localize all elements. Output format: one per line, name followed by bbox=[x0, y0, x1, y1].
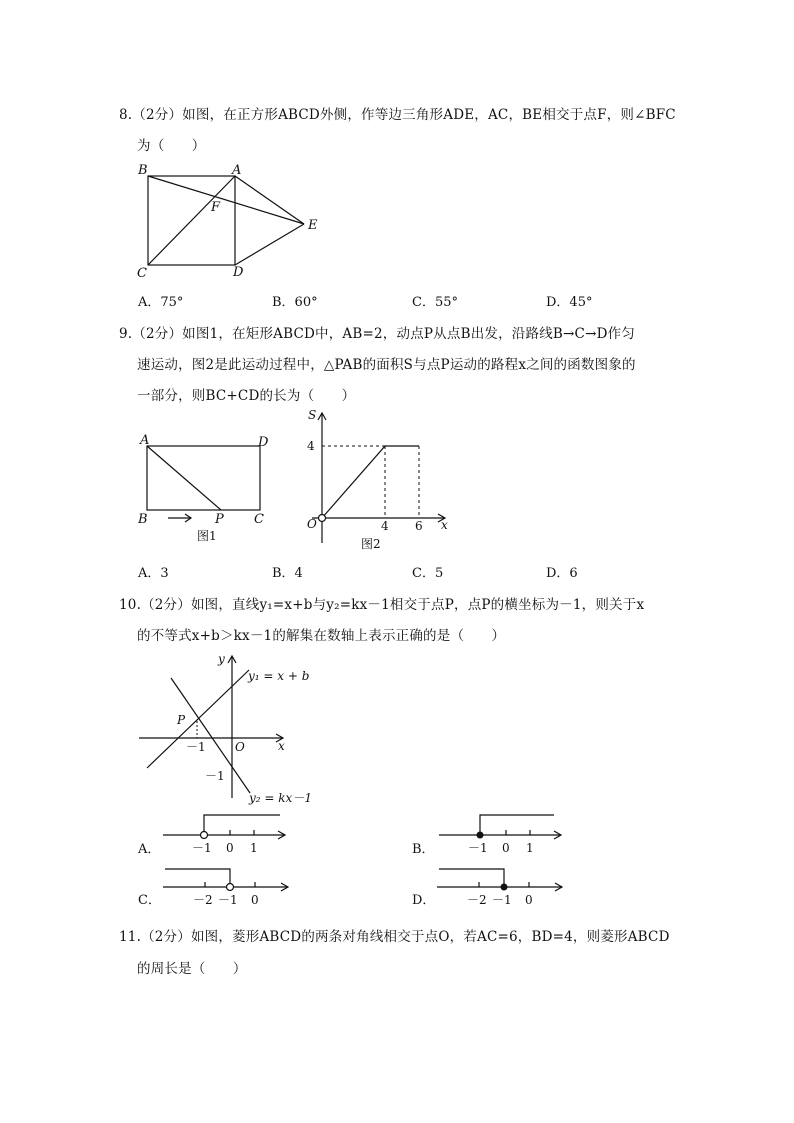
q10-option-d-letter[interactable]: D． bbox=[412, 893, 436, 908]
q10-figure bbox=[135, 650, 325, 810]
q10-option-d-numberline[interactable] bbox=[434, 862, 574, 912]
q10-option-a-open-point bbox=[201, 832, 208, 839]
q10-option-a-numberline[interactable] bbox=[160, 810, 300, 860]
q9-figure2 bbox=[300, 405, 460, 551]
q9-text-line2: 速运动，图2是此运动过程中，△PAB的面积S与点P运动的路程x之间的函数图象的 bbox=[137, 357, 636, 373]
q9-tick-x-4: 4 bbox=[381, 519, 389, 533]
q11-text-line1: 11.（2分）如图，菱形ABCD的两条对角线相交于点O，若AC=6，BD=4，则菱形ABCD bbox=[119, 929, 670, 945]
q9-text-line3: 一部分，则BC+CD的长为（ ） bbox=[137, 388, 356, 404]
q10-tick-y-neg1: －1 bbox=[205, 769, 225, 783]
q9-fig1-caption: 图1 bbox=[197, 529, 217, 543]
q9-label-D: D bbox=[258, 435, 269, 450]
q9-option-a[interactable]: A．3 bbox=[138, 566, 169, 581]
q10-option-b-letter[interactable]: B． bbox=[412, 842, 435, 857]
q8-label-B: B bbox=[138, 163, 148, 178]
q10-label-p: P bbox=[177, 713, 186, 727]
q10-option-c-ray bbox=[165, 869, 230, 887]
q10-option-a-tick-2: 0 bbox=[226, 841, 234, 855]
q10-option-b-tick-1: －1 bbox=[468, 841, 488, 855]
q9-origin-open-circle bbox=[319, 515, 326, 522]
q10-label-y2: y₂ = kx－1 bbox=[249, 791, 312, 805]
q10-label-o: O bbox=[235, 740, 245, 754]
q10-option-d-ray bbox=[439, 869, 504, 887]
q8-line-DE bbox=[235, 224, 304, 265]
q9-option-b[interactable]: B．4 bbox=[272, 566, 303, 581]
q10-option-c-letter[interactable]: C． bbox=[138, 893, 161, 908]
q10-option-b-tick-2: 0 bbox=[502, 841, 510, 855]
q8-text-line2: 为（ ） bbox=[137, 138, 206, 154]
q10-option-d-tick-1: －2 bbox=[467, 893, 487, 907]
q9-label-o: O bbox=[307, 517, 317, 531]
q10-option-c-tick-2: －1 bbox=[218, 893, 238, 907]
q10-option-c-open-point bbox=[227, 884, 234, 891]
q8-label-F: F bbox=[211, 200, 221, 215]
q9-label-B: B bbox=[138, 512, 148, 527]
q8-label-C: C bbox=[137, 266, 147, 281]
q10-axis-label-y: y bbox=[218, 652, 225, 666]
q10-option-c-numberline[interactable] bbox=[160, 862, 300, 912]
q9-option-c[interactable]: C．5 bbox=[412, 566, 444, 581]
q10-axis-label-x: x bbox=[278, 739, 285, 753]
q9-tick-x-6: 6 bbox=[415, 519, 423, 533]
q10-text-line2: 的不等式x+b＞kx－1的解集在数轴上表示正确的是（ ） bbox=[137, 628, 506, 644]
q10-option-a-tick-1: －1 bbox=[192, 841, 212, 855]
q9-figure1 bbox=[135, 432, 285, 542]
q10-option-c-tick-3: 0 bbox=[251, 893, 259, 907]
q8-label-E: E bbox=[308, 218, 318, 233]
q9-axis-label-s: S bbox=[308, 408, 317, 422]
q10-label-y1: y₁ = x + b bbox=[248, 669, 310, 683]
q9-tick-y-4: 4 bbox=[307, 439, 315, 453]
q8-option-c[interactable]: C．55° bbox=[412, 295, 458, 310]
q9-fig2-caption: 图2 bbox=[361, 537, 381, 551]
q8-option-d[interactable]: D．45° bbox=[546, 295, 593, 310]
q8-line-AE bbox=[235, 176, 304, 224]
q10-option-d-tick-2: －1 bbox=[492, 893, 512, 907]
q8-text-line1: 8.（2分）如图，在正方形ABCD外侧，作等边三角形ADE，AC，BE相交于点F，则∠BFC bbox=[119, 107, 676, 123]
q10-option-d-tick-3: 0 bbox=[525, 893, 533, 907]
q8-option-a[interactable]: A．75° bbox=[138, 295, 184, 310]
q9-axis-label-x: x bbox=[441, 518, 448, 532]
q8-label-D: D bbox=[233, 265, 244, 280]
q10-option-d-solid-point bbox=[501, 884, 508, 891]
q10-option-b-numberline[interactable] bbox=[436, 810, 576, 860]
q9-graph-line bbox=[322, 446, 419, 518]
q8-line-BE bbox=[148, 176, 304, 224]
q10-tick-x-neg1: －1 bbox=[186, 740, 206, 754]
q10-option-b-ray bbox=[480, 815, 554, 835]
q10-option-a-letter[interactable]: A． bbox=[138, 842, 161, 857]
q9-segment-AP bbox=[147, 446, 221, 510]
q10-option-c-tick-1: －2 bbox=[193, 893, 213, 907]
q9-rectangle bbox=[147, 446, 260, 510]
q10-option-b-solid-point bbox=[477, 832, 484, 839]
q10-option-a-tick-3: 1 bbox=[250, 841, 258, 855]
q9-label-C: C bbox=[254, 512, 264, 527]
q9-label-P: P bbox=[215, 512, 224, 527]
q9-text-line1: 9.（2分）如图1，在矩形ABCD中，AB=2，动点P从点B出发，沿路线B→C→D作匀 bbox=[119, 326, 636, 342]
q8-label-A: A bbox=[232, 163, 242, 178]
q9-option-d[interactable]: D．6 bbox=[546, 566, 578, 581]
q10-text-line1: 10.（2分）如图，直线y₁=x+b与y₂=kx－1相交于点P，点P的横坐标为－1，则关于x bbox=[119, 597, 645, 613]
q9-label-A: A bbox=[140, 433, 150, 448]
q10-option-b-tick-3: 1 bbox=[526, 841, 534, 855]
q8-figure bbox=[130, 158, 330, 281]
q10-option-a-ray bbox=[204, 815, 280, 835]
q11-text-line2: 的周长是（ ） bbox=[137, 961, 247, 977]
q8-option-b[interactable]: B．60° bbox=[272, 295, 318, 310]
